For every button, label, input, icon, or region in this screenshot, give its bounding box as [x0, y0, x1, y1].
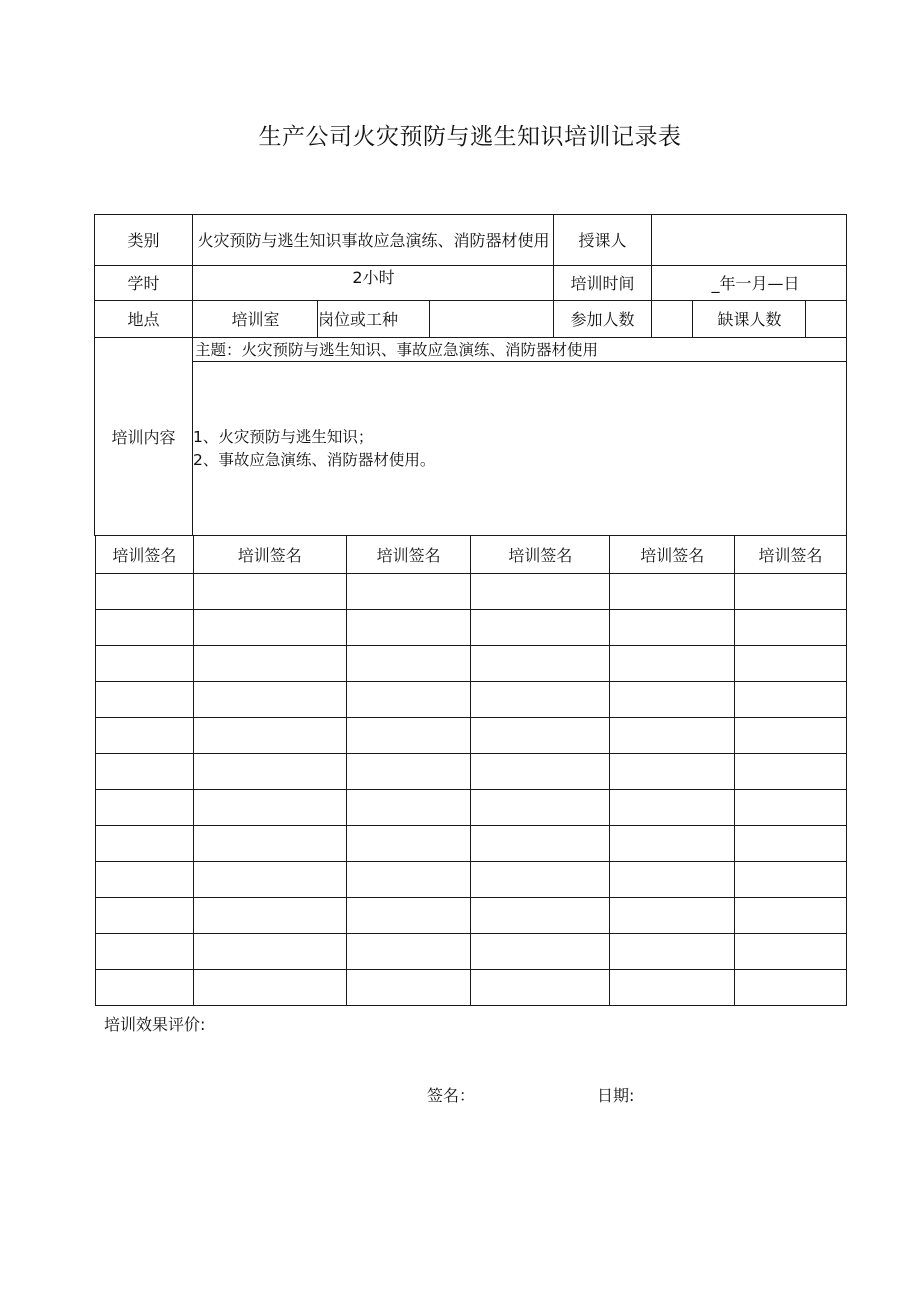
signature-row: [96, 646, 847, 682]
signature-cell[interactable]: [471, 862, 610, 898]
signature-cell[interactable]: [735, 934, 847, 970]
signature-cell[interactable]: [193, 898, 346, 934]
signature-cell[interactable]: [471, 898, 610, 934]
hours-value: 2小时: [352, 267, 395, 287]
signature-cell[interactable]: [610, 826, 735, 862]
content-topic: 主题：火灾预防与逃生知识、事故应急演练、消防器材使用: [195, 341, 599, 359]
signature-cell[interactable]: [735, 610, 847, 646]
signature-table: [95, 535, 847, 1006]
signature-cell[interactable]: [471, 610, 610, 646]
evaluation-label: 培训效果评价:: [104, 1015, 206, 1034]
signature-cell[interactable]: [96, 718, 194, 754]
signature-cell[interactable]: [96, 610, 194, 646]
signature-cell[interactable]: [610, 862, 735, 898]
signature-cell[interactable]: [193, 574, 346, 610]
signature-cell[interactable]: [735, 646, 847, 682]
signature-cell[interactable]: [96, 790, 194, 826]
signature-cell[interactable]: [471, 934, 610, 970]
signature-row: [96, 934, 847, 970]
signature-cell[interactable]: [346, 682, 471, 718]
signature-cell[interactable]: [193, 646, 346, 682]
signature-cell[interactable]: [96, 934, 194, 970]
signature-cell[interactable]: [735, 718, 847, 754]
signature-cell[interactable]: [610, 718, 735, 754]
absent-field[interactable]: [807, 301, 846, 337]
signature-cell[interactable]: [193, 790, 346, 826]
signature-header: 培训签名: [610, 536, 735, 574]
signature-cell[interactable]: [735, 574, 847, 610]
signature-cell[interactable]: [610, 934, 735, 970]
signature-header: 培训签名: [346, 536, 471, 574]
signature-cell[interactable]: [193, 718, 346, 754]
signature-row: [96, 898, 847, 934]
signature-cell[interactable]: [346, 970, 471, 1006]
participants-label: 参加人数: [570, 309, 635, 329]
signature-row: [96, 790, 847, 826]
signature-cell[interactable]: [471, 970, 610, 1006]
participants-field[interactable]: [653, 301, 692, 337]
signature-header: 培训签名: [735, 536, 847, 574]
position-label: 岗位或工种: [318, 309, 399, 329]
signature-cell[interactable]: [610, 682, 735, 718]
content-items: [193, 426, 843, 472]
signature-cell[interactable]: [346, 574, 471, 610]
signature-row: [96, 970, 847, 1006]
signature-cell[interactable]: [96, 646, 194, 682]
category-label: 类别: [127, 230, 160, 250]
signature-cell[interactable]: [610, 898, 735, 934]
signature-cell[interactable]: [346, 790, 471, 826]
signature-cell[interactable]: [735, 682, 847, 718]
signature-cell[interactable]: [471, 574, 610, 610]
signature-row: [96, 610, 847, 646]
signature-cell[interactable]: [735, 898, 847, 934]
signature-cell[interactable]: [346, 610, 471, 646]
absent-label: 缺课人数: [717, 309, 782, 329]
signature-cell[interactable]: [96, 862, 194, 898]
signature-header: 培训签名: [193, 536, 346, 574]
signature-cell[interactable]: [610, 754, 735, 790]
signature-cell[interactable]: [471, 646, 610, 682]
signature-cell[interactable]: [471, 718, 610, 754]
signature-row: [96, 682, 847, 718]
signature-cell[interactable]: [193, 826, 346, 862]
signature-cell[interactable]: [346, 934, 471, 970]
signature-cell[interactable]: [96, 898, 194, 934]
signature-cell[interactable]: [96, 574, 194, 610]
signature-cell[interactable]: [96, 754, 194, 790]
hours-label: 学时: [127, 273, 160, 293]
signature-cell[interactable]: [96, 682, 194, 718]
page-title: 生产公司火灾预防与逃生知识培训记录表: [258, 124, 682, 150]
signature-cell[interactable]: [346, 826, 471, 862]
instructor-field[interactable]: [653, 215, 846, 265]
signature-cell[interactable]: [193, 934, 346, 970]
content-item: 2、事故应急演练、消防器材使用。: [193, 451, 436, 469]
signature-cell[interactable]: [610, 610, 735, 646]
signature-cell[interactable]: [471, 790, 610, 826]
signature-cell[interactable]: [96, 970, 194, 1006]
signature-cell[interactable]: [735, 754, 847, 790]
signature-label: 签名：: [427, 1086, 476, 1105]
training-time-value[interactable]: _年一月—日: [711, 273, 800, 293]
content-label: 培训内容: [111, 427, 176, 447]
signature-cell[interactable]: [471, 754, 610, 790]
signature-rows: [96, 574, 847, 1006]
signature-cell[interactable]: [471, 682, 610, 718]
signature-cell[interactable]: [735, 790, 847, 826]
signature-cell[interactable]: [193, 862, 346, 898]
signature-cell[interactable]: [735, 826, 847, 862]
training-time-label: 培训时间: [570, 273, 635, 293]
signature-cell[interactable]: [610, 970, 735, 1006]
location-label: 地点: [127, 309, 160, 329]
signature-header-row: [96, 536, 847, 574]
signature-cell[interactable]: [346, 898, 471, 934]
category-value: 火灾预防与逃生知识事故应急演练、消防器材使用: [197, 230, 550, 250]
signature-row: [96, 754, 847, 790]
signature-cell[interactable]: [346, 718, 471, 754]
date-label: 日期:: [597, 1086, 635, 1105]
position-field[interactable]: [431, 301, 553, 337]
signature-row: [96, 862, 847, 898]
signature-cell[interactable]: [735, 862, 847, 898]
signature-cell[interactable]: [610, 646, 735, 682]
signature-row: [96, 826, 847, 862]
instructor-label: 授课人: [578, 230, 627, 250]
signature-cell[interactable]: [610, 790, 735, 826]
signature-header: 培训签名: [96, 536, 194, 574]
signature-row: [96, 574, 847, 610]
signature-cell[interactable]: [346, 754, 471, 790]
signature-cell[interactable]: [610, 574, 735, 610]
content-item: 1、火灾预防与逃生知识；: [193, 428, 374, 446]
signature-cell[interactable]: [96, 826, 194, 862]
signature-cell[interactable]: [735, 970, 847, 1006]
signature-cell[interactable]: [193, 754, 346, 790]
signature-cell[interactable]: [346, 646, 471, 682]
signature-cell[interactable]: [193, 970, 346, 1006]
signature-cell[interactable]: [471, 826, 610, 862]
signature-cell[interactable]: [193, 682, 346, 718]
signature-header: 培训签名: [471, 536, 610, 574]
signature-row: [96, 718, 847, 754]
signature-cell[interactable]: [346, 862, 471, 898]
location-value: 培训室: [231, 309, 280, 329]
signature-cell[interactable]: [193, 610, 346, 646]
